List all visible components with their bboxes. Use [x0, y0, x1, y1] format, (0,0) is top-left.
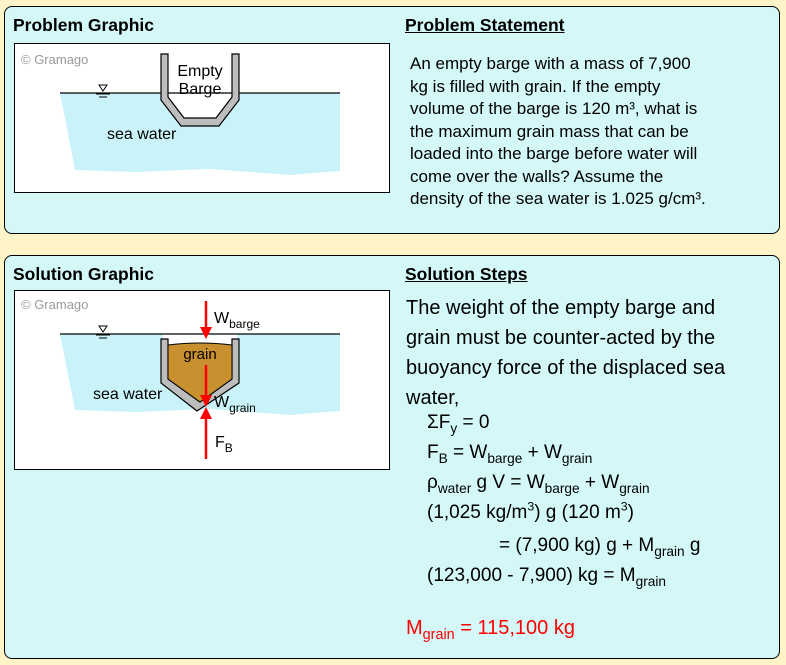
equation-density-form: $\rho_{water}$ g $V = W_{barge} + W_{grain}$	[427, 472, 650, 496]
problem-graphic-title: Problem Graphic	[13, 15, 155, 35]
equation-substitution-left: (1,025 $kg/m^3$) g (120 $m^3$)	[427, 499, 634, 523]
buoyancy-force-label: $F_B$	[215, 434, 233, 455]
equation-sum-forces: $\Sigma F_y = 0$	[427, 412, 490, 436]
statement-line: volume of the barge is 120 m³, what is	[410, 99, 698, 118]
w-barge-label: $W_{barge}$	[214, 310, 260, 331]
statement-line: density of the sea water is 1.025 g/cm³.	[410, 189, 706, 208]
intro-line: water,	[406, 387, 460, 409]
sea-water-area	[60, 93, 340, 175]
statement-line: loaded into the barge before water will	[410, 144, 698, 163]
water-label: sea water	[93, 386, 163, 403]
intro-line: The weight of the empty barge and	[406, 297, 716, 319]
barge-label-line2: Barge	[178, 81, 222, 98]
solution-intro	[406, 293, 776, 413]
problem-panel	[4, 6, 780, 234]
statement-line: the maximum grain mass that can be	[410, 121, 689, 141]
barge-label-line1: Empty	[177, 63, 223, 80]
solution-steps-title: Solution Steps	[405, 264, 528, 284]
w-barge-arrowhead	[200, 327, 212, 339]
solution-panel	[4, 255, 780, 659]
problem-statement-title: Problem Statement	[405, 15, 565, 35]
solution-graphic-title: Solution Graphic	[13, 264, 154, 284]
intro-line: buoyancy force of the displaced sea	[406, 357, 726, 379]
problem-graphic	[14, 43, 390, 193]
watermark: © Gramago	[21, 52, 89, 67]
w-grain-label: $W_{grain}$	[214, 394, 256, 415]
statement-line: An empty barge with a mass of 7,900	[410, 54, 691, 73]
equation-simplified: (123,000 - 7,900) kg = $M_{grain}$	[427, 565, 666, 589]
equation-substitution-right: = (7,900 kg) $g + M_{grain}$ g	[499, 535, 701, 559]
solution-graphic	[14, 290, 390, 470]
final-answer: $M_{grain} = 115,100$ kg	[406, 617, 575, 644]
equation-buoyancy-balance: $F_B = W_{barge} + W_{grain}$	[427, 442, 593, 466]
water-label: sea water	[107, 126, 177, 143]
intro-line: grain must be counter-acted by the	[406, 327, 716, 349]
statement-line: kg is filled with grain. If the empty	[410, 76, 661, 96]
grain-label: grain	[183, 346, 217, 363]
statement-line: come over the walls? Assume the	[410, 166, 664, 186]
problem-statement	[410, 53, 775, 211]
watermark: © Gramago	[21, 297, 89, 312]
